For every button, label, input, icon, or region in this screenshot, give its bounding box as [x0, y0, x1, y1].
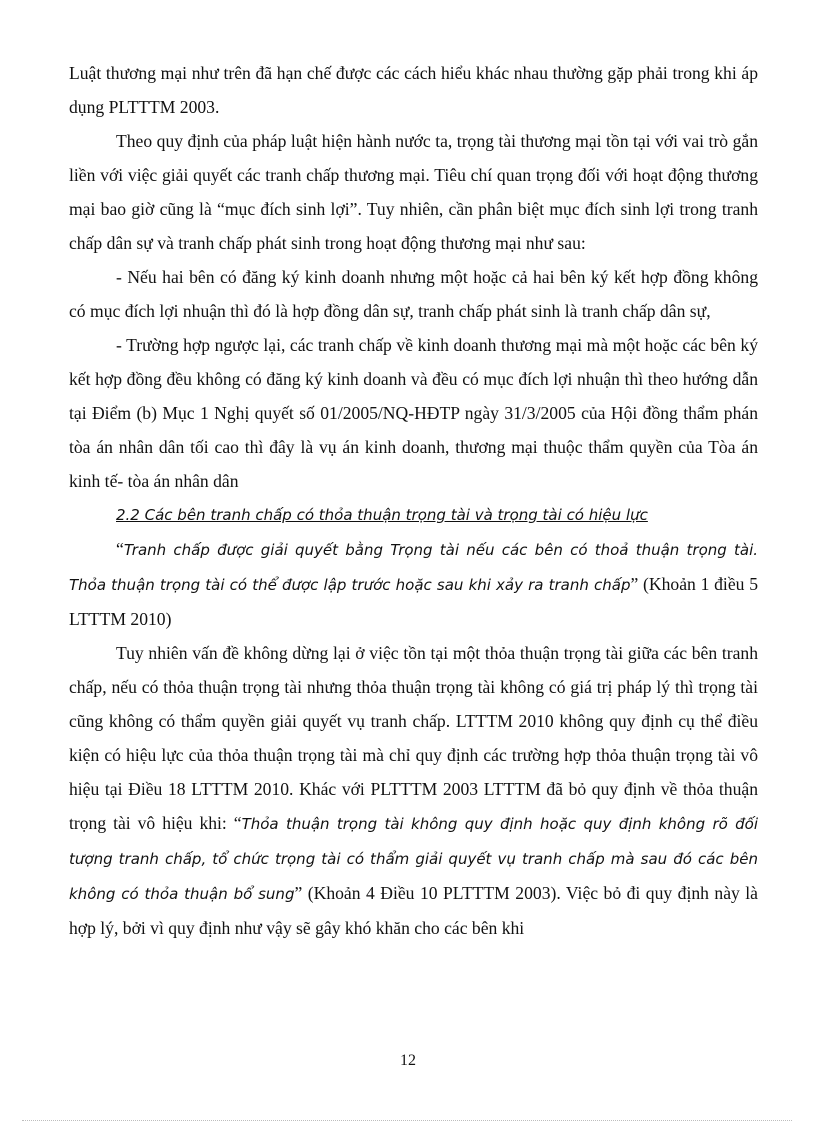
quoted-text: Tranh chấp được giải quyết bằng Trọng tài nếu các bên có thoả thuận trọng tài. Thỏa thuận trọng tài có thể được lập trước hoặc sau khi xảy ra tranh chấp — [69, 541, 758, 594]
paragraph-3-tail: ” (Khoản 4 Điều 10 PLTTTM 2003). Việc bỏ đi quy định này là hợp lý, bởi vì quy định như vậy sẽ gây khó khăn cho các bên khi — [69, 883, 758, 938]
paragraph-2: Theo quy định của pháp luật hiện hành nước ta, trọng tài thương mại tồn tại với vai trò gắn liền với việc giải quyết các tranh chấp thương mại. Tiêu chí quan trọng đối với hoạt động thương mại bao giờ cũng là “mục đích sinh lợi”. Tuy nhiên, cần phân biệt mục đích sinh lợi trong tranh chấp dân sự và tranh chấp phát sinh trong hoạt động thương mại như sau: — [69, 131, 758, 253]
paragraph-3 — [69, 636, 758, 945]
paragraph-bullet-2: - Trường hợp ngược lại, các tranh chấp về kinh doanh thương mại mà một hoặc các bên ký kết hợp đồng đều không có đăng ký kinh doanh và đều có mục đích lợi nhuận thì theo hướng dẫn tại Điểm (b) Mục 1 Nghị quyết số 01/2005/NQ-HĐTP ngày 31/3/2005 của Hội đồng thẩm phán tòa án nhân dân tối cao thì đây là vụ án kinh doanh, thương mại thuộc thẩm quyền của Tòa án kinh tế- tòa án nhân dân — [69, 335, 758, 491]
paragraph-quote — [69, 532, 758, 636]
paragraph-3-quote: Thỏa thuận trọng tài không quy định hoặc quy định không rõ đối tượng tranh chấp, tổ chức trọng tài có thẩm giải quyết vụ tranh chấp mà sau đó các bên không có thỏa thuận bổ sung — [69, 815, 758, 903]
footer-divider — [22, 1120, 792, 1121]
quote-open-mark: “ — [116, 539, 124, 559]
page-number: 12 — [400, 1052, 416, 1069]
quote-citation: ” (Khoản 1 điều 5 LTTTM 2010) — [69, 574, 758, 629]
paragraph-bullet-1: - Nếu hai bên có đăng ký kinh doanh nhưng một hoặc cả hai bên ký kết hợp đồng không có mục đích lợi nhuận thì đó là hợp đồng dân sự, tranh chấp phát sinh là tranh chấp dân sự, — [69, 267, 758, 321]
paragraph-1: Luật thương mại như trên đã hạn chế được các cách hiểu khác nhau thường gặp phải trong khi áp dụng PLTTTM 2003. — [69, 63, 758, 117]
section-heading: 2.2 Các bên tranh chấp có thỏa thuận trọng tài và trọng tài có hiệu lực — [116, 506, 648, 524]
document-body — [69, 56, 758, 945]
paragraph-3-text: Tuy nhiên vấn đề không dừng lại ở việc tồn tại một thỏa thuận trọng tài giữa các bên tranh chấp, nếu có thỏa thuận trọng tài nhưng thỏa thuận trọng tài không có giá trị pháp lý thì trọng tài cũng không có thẩm quyền giải quyết vụ tranh chấp. LTTTM 2010 không quy định cụ thể điều kiện có hiệu lực của thỏa thuận trọng tài mà chỉ quy định các trường hợp thỏa thuận trọng tài vô hiệu tại Điều 18 LTTTM 2010. Khác với PLTTTM 2003 LTTTM đã bỏ quy định về thỏa thuận trọng tài vô hiệu khi: “ — [69, 643, 758, 833]
